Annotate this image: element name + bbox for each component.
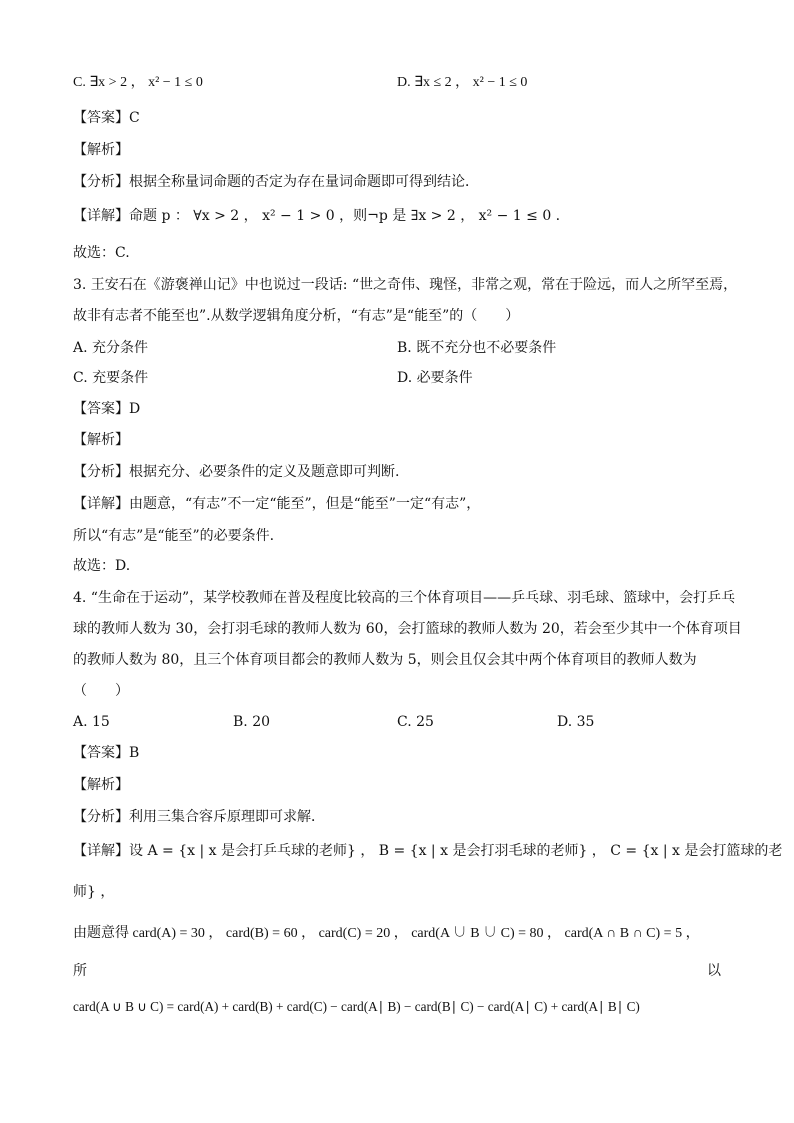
q2-option-c: C. ∃x > 2 ， x² − 1 ≤ 0 [73, 75, 203, 90]
q3-analysis: 【分析】根据充分、必要条件的定义及题意即可判断. [73, 464, 400, 480]
q3-answer: 【答案】D [73, 401, 141, 417]
q4-so-line [73, 961, 721, 981]
q2-detail: 【详解】命题 p ： ∀x > 2 ， x² − 1 > 0 ，则¬p 是 ∃x > 2 ， x² − 1 ≤ 0 . [73, 208, 561, 224]
q3-detail-line2: 所以“有志”是“能至”的必要条件. [73, 528, 275, 544]
q4-so-right: 以 [707, 963, 721, 979]
q2-option-d: D. ∃x ≤ 2 ， x² − 1 ≤ 0 [397, 75, 528, 90]
q3-option-c: C. 充要条件 [73, 370, 149, 386]
q4-detail-line1: 【详解】设 A = {x | x 是会打乒乓球的老师} ， B = {x | x 是会打羽毛球的老师} ， C = {x | x 是会打篮球的老 [73, 843, 783, 859]
q4-stem-line3: 的教师人数为 80，且三个体育项目都会的教师人数为 5，则会且仅会其中两个体育项目的教师人数为 [73, 652, 697, 668]
q2-analysis: 【分析】根据全称量词命题的否定为存在量词命题即可得到结论． [73, 174, 479, 190]
q4-analysis-header: 【解析】 [73, 777, 129, 793]
q3-stem-line1: 3. 王安石在《游褒禅山记》中也说过一段话: “世之奇伟、瑰怪，非常之观，常在于险远，而人之所罕至焉， [73, 277, 738, 293]
q3-choose: 故选：D. [73, 558, 131, 574]
q2-choose: 故选：C. [73, 245, 130, 261]
q3-option-d: D. 必要条件 [397, 370, 473, 386]
q3-stem-line2: 故非有志者不能至也”.从数学逻辑角度分析，“有志”是“能至”的（ ） [73, 308, 520, 324]
q2-answer: 【答案】C [73, 110, 140, 126]
q4-option-a: A. 15 [73, 714, 110, 730]
q4-stem-line2: 球的教师人数为 30，会打羽毛球的教师人数为 60，会打篮球的教师人数为 20，若会至少其中一个体育项目 [73, 621, 742, 637]
q4-option-c: C. 25 [397, 714, 434, 730]
q4-stem-line4: （ ） [73, 683, 129, 699]
q4-so-left: 所 [73, 963, 87, 979]
q3-option-a: A. 充分条件 [73, 340, 149, 356]
q4-analysis: 【分析】利用三集合容斥原理即可求解． [73, 809, 325, 825]
q4-answer: 【答案】B [73, 745, 140, 761]
q3-detail-line1: 【详解】由题意，“有志”不一定“能至”，但是“能至”一定“有志”， [73, 496, 481, 512]
q3-option-b: B. 既不充分也不必要条件 [397, 340, 557, 356]
q4-given: 由题意得 card(A) = 30 ， card(B) = 60 ， card(C) = 20 ， card(A ∪ B ∪ C) = 80 ， card(A ∩ B ∩ C) = 5 ， [73, 926, 700, 941]
q4-option-b: B. 20 [233, 714, 271, 730]
q3-analysis-header: 【解析】 [73, 432, 129, 448]
q2-analysis-header: 【解析】 [73, 142, 129, 158]
q4-detail-line2: 师} ， [73, 884, 115, 900]
q4-stem-line1: 4. “生命在于运动”，某学校教师在普及程度比较高的三个体育项目——乒乓球、羽毛球、篮球中，会打乒乓 [73, 590, 736, 606]
q4-formula: card(A ∪ B ∪ C) = card(A) + card(B) + card(C) − card(A∣ B) − card(B∣ C) − card(A∣ C) + card(A∣ B∣ C) [73, 999, 640, 1014]
q4-option-d: D. 35 [557, 714, 595, 730]
